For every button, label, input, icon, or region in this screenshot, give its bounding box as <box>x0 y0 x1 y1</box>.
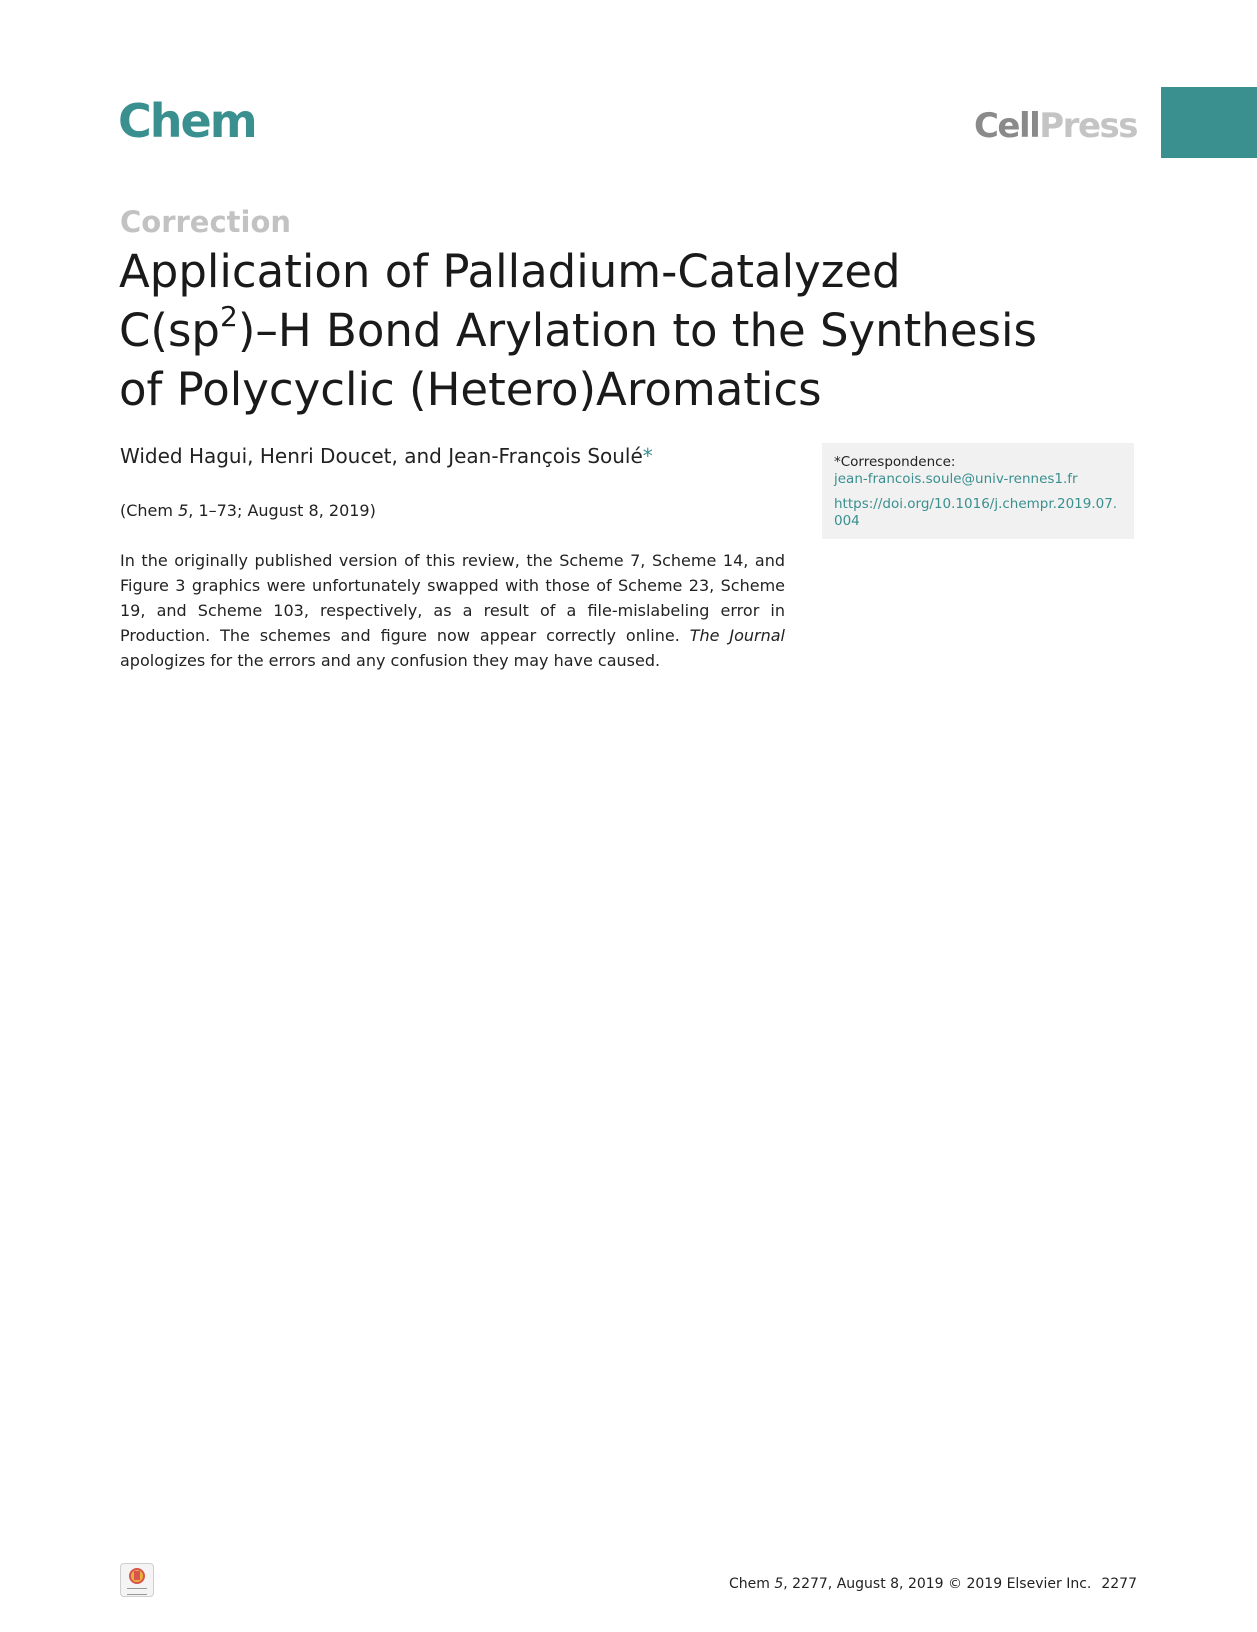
footer-citation-rest: , 2277, August 8, 2019 © 2019 Elsevier Inc. <box>783 1576 1092 1592</box>
title-line-3: of Polycyclic (Hetero)Aromatics <box>119 363 822 416</box>
citation-post: , 1–73; August 8, 2019) <box>188 501 376 520</box>
body-text-post: apologizes for the errors and any confusion they may have caused. <box>120 651 661 670</box>
citation-pre: (Chem <box>120 501 179 520</box>
body-text-pre: In the originally published version of this review, the Scheme 7, Scheme 14, and Figure 3 graphics were unfortunately swapped with those of Scheme 23, Scheme 19, and Scheme 103, respectively, as a result of a file-mislabeling error in Production. The schemes and figure now appear correctly online. <box>120 551 785 645</box>
article-title <box>119 242 1099 419</box>
doi-link[interactable]: https://doi.org/10.1016/j.chempr.2019.07.004 <box>834 496 1118 529</box>
page-footer <box>729 1576 1137 1592</box>
title-line-1: Application of Palladium-Catalyzed <box>119 245 901 298</box>
publisher-logo-press: Press <box>1039 106 1137 146</box>
author-list <box>120 444 653 468</box>
body-text-journal: The Journal <box>689 626 785 645</box>
original-citation <box>120 501 376 520</box>
correspondence-box <box>822 443 1134 539</box>
title-line-2-post: )–H Bond Arylation to the Synthesis <box>237 304 1037 357</box>
footer-volume: 5 <box>774 1576 784 1592</box>
publisher-logo[interactable] <box>974 106 1137 146</box>
title-line-2-pre: C(sp <box>119 304 220 357</box>
crossmark-bookmark <box>134 1571 140 1580</box>
article-type-label: Correction <box>120 205 292 239</box>
publisher-logo-cell: Cell <box>973 106 1040 146</box>
header-accent-tab <box>1161 87 1257 158</box>
correspondence-label: *Correspondence: <box>834 454 956 470</box>
footer-journal: Chem <box>729 1576 775 1592</box>
citation-volume: 5 <box>178 501 189 520</box>
authors-text: Wided Hagui, Henri Doucet, and Jean-François Soulé <box>120 444 643 468</box>
correction-body <box>120 548 785 673</box>
page-number: 2277 <box>1101 1576 1137 1592</box>
check-for-updates-icon[interactable] <box>120 1563 154 1597</box>
correspondence-email-link[interactable]: jean-francois.soule@univ-rennes1.fr <box>834 471 1078 487</box>
crossmark-caption-lines <box>127 1588 147 1595</box>
title-superscript: 2 <box>220 300 238 333</box>
journal-logo[interactable]: Chem <box>118 94 256 148</box>
correspondence-marker[interactable]: * <box>642 444 653 468</box>
